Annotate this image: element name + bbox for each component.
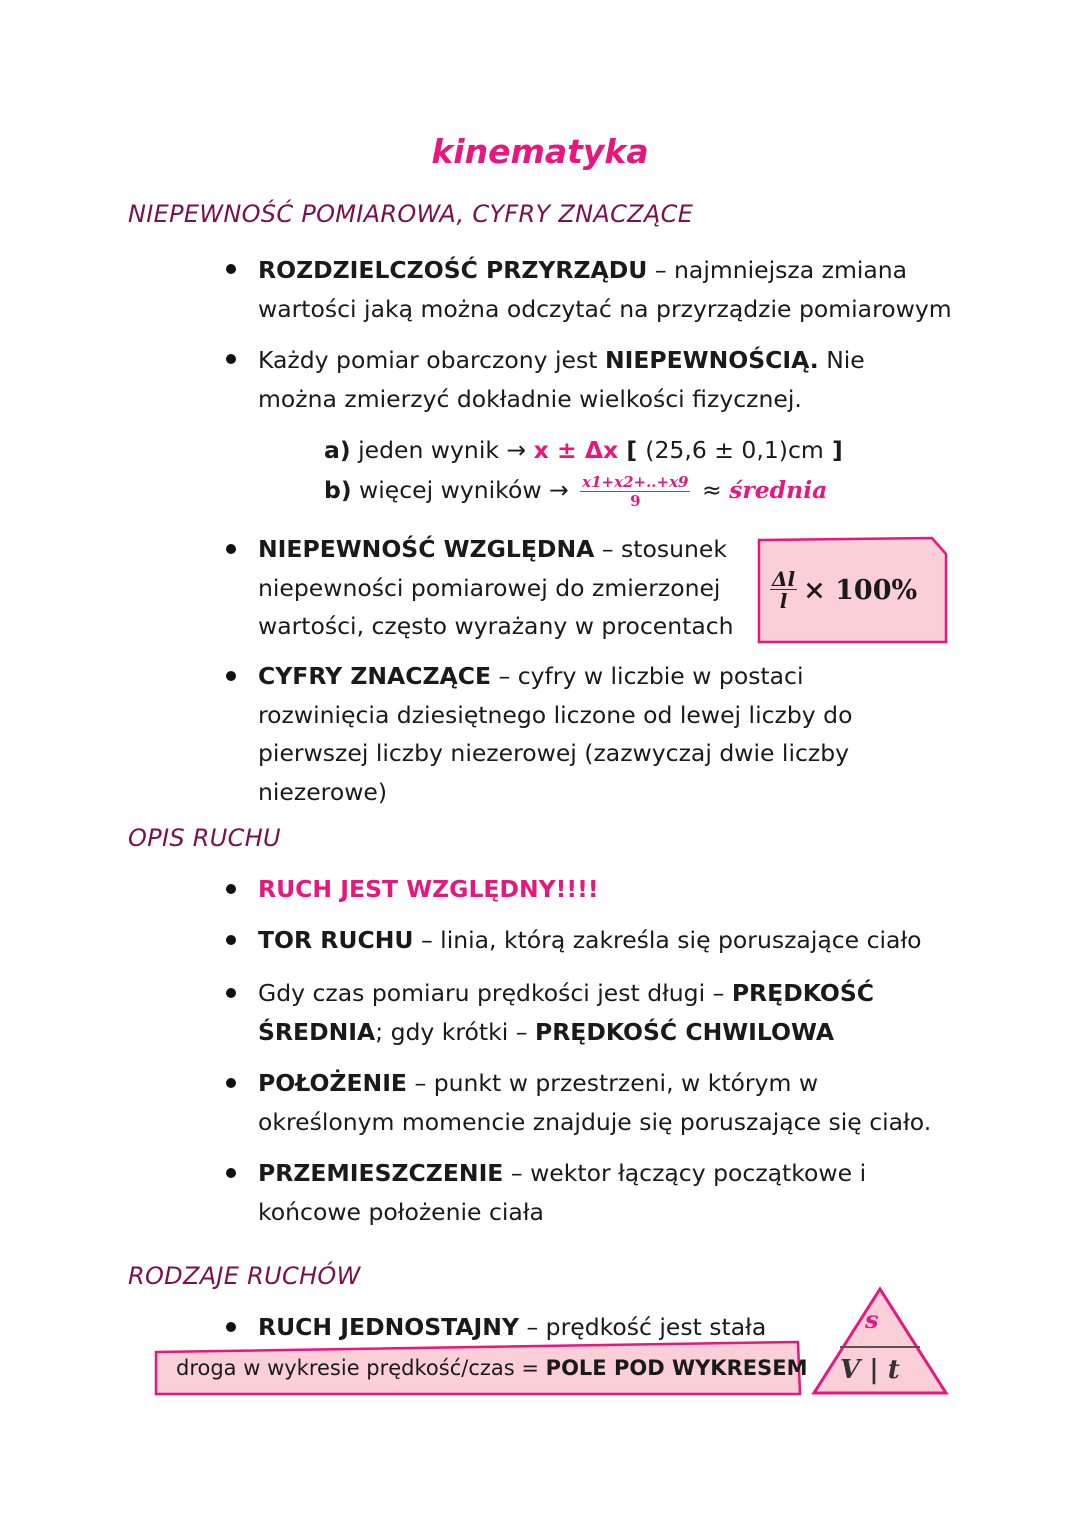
term: ROZDZIELCZOŚĆ PRZYRZĄDU bbox=[258, 256, 648, 284]
text: Każdy pomiar obarczony jest bbox=[258, 346, 605, 374]
denominator: 9 bbox=[630, 492, 641, 510]
triangle-velocity-time: V | t bbox=[840, 1355, 900, 1385]
text: więcej wyników → bbox=[351, 476, 577, 504]
list-item-significant-figures bbox=[258, 657, 852, 811]
bullet bbox=[226, 671, 236, 681]
bullet bbox=[226, 1322, 236, 1332]
text: – prędkość jest stała bbox=[518, 1313, 767, 1341]
text: Nie bbox=[818, 346, 865, 374]
text: – wektor łączący początkowe i bbox=[503, 1159, 867, 1187]
text: wartości jaką można odczytać na przyrządzie pomiarowym bbox=[258, 294, 952, 323]
bullet bbox=[226, 264, 236, 274]
text: określonym momencie znajduje się poruszające się ciało. bbox=[258, 1107, 932, 1136]
highlight-text: RUCH JEST WZGLĘDNY!!!! bbox=[258, 875, 599, 903]
text: – najmniejsza zmiana bbox=[647, 256, 908, 284]
bracket: ] bbox=[823, 436, 843, 464]
term: PRĘDKOŚĆ bbox=[731, 979, 875, 1007]
section-heading-motion: OPIS RUCHU bbox=[128, 824, 281, 852]
term: RUCH JEDNOSTAJNY bbox=[258, 1313, 519, 1341]
numerator: Δl bbox=[772, 566, 796, 591]
text: – punkt w przestrzeni, w którym w bbox=[407, 1069, 819, 1097]
formula-rest: × 100% bbox=[803, 574, 918, 606]
term: PRĘDKOŚĆ CHWILOWA bbox=[534, 1017, 835, 1046]
denominator: l bbox=[779, 588, 788, 613]
bullet bbox=[226, 1168, 236, 1178]
mean-fraction bbox=[580, 473, 690, 510]
list-item-trajectory bbox=[258, 921, 922, 960]
list-item-resolution bbox=[258, 251, 952, 328]
text: ; gdy krótki – bbox=[375, 1017, 535, 1046]
approx: ≈ bbox=[694, 476, 730, 504]
section-heading-motion-types: RODZAJE RUCHÓW bbox=[128, 1262, 361, 1290]
list-item-position bbox=[258, 1064, 931, 1141]
text: pierwszej liczby niezerowej (zazwyczaj dwie liczby bbox=[258, 739, 850, 767]
list-item-velocity bbox=[258, 974, 874, 1051]
label: b) bbox=[324, 476, 352, 504]
term: NIEPEWNOŚĆ WZGLĘDNA bbox=[258, 535, 595, 563]
text: niezerowe) bbox=[258, 777, 388, 806]
bullet bbox=[226, 988, 236, 998]
bullet bbox=[226, 1078, 236, 1088]
bracket: [ bbox=[618, 436, 646, 464]
list-item-displacement bbox=[258, 1154, 866, 1231]
text: wartości, często wyrażany w procentach bbox=[258, 612, 734, 640]
banner-text bbox=[176, 1356, 807, 1380]
relative-uncertainty-formula bbox=[770, 560, 940, 620]
sub-item-a bbox=[324, 430, 843, 470]
bullet bbox=[226, 935, 236, 945]
term: POLE POD WYKRESEM bbox=[545, 1356, 808, 1380]
list-item-relative-motion bbox=[258, 870, 599, 909]
formula: x ± Δx bbox=[533, 436, 619, 464]
section-heading-uncertainty: NIEPEWNOŚĆ POMIAROWA, CYFRY ZNACZĄCE bbox=[128, 200, 694, 228]
text: jeden wynik → bbox=[350, 436, 534, 464]
page-title: kinematyka bbox=[431, 132, 649, 171]
numerator: x1+x2+..+x9 bbox=[582, 473, 689, 491]
bullet bbox=[226, 354, 236, 364]
text: rozwinięcia dziesiętnego liczone od lewej liczby do bbox=[258, 700, 853, 729]
label: a) bbox=[324, 436, 351, 464]
list-item-relative-uncertainty bbox=[258, 530, 734, 646]
bullet bbox=[226, 884, 236, 894]
term: NIEPEWNOŚCIĄ. bbox=[604, 346, 819, 374]
term: ŚREDNIA bbox=[258, 1017, 376, 1046]
term: PRZEMIESZCZENIE bbox=[258, 1159, 504, 1187]
bullet bbox=[226, 544, 236, 554]
example: (25,6 ± 0,1)cm bbox=[645, 436, 824, 464]
text: można zmierzyć dokładnie wielkości fizycznej. bbox=[258, 384, 802, 413]
mean-word: średnia bbox=[729, 476, 828, 504]
text: – stosunek bbox=[594, 535, 727, 563]
text: niepewności pomiarowej do zmierzonej bbox=[258, 573, 721, 602]
text: droga w wykresie prędkość/czas = bbox=[176, 1356, 546, 1380]
term: CYFRY ZNACZĄCE bbox=[258, 662, 491, 690]
term: TOR RUCHU bbox=[258, 926, 414, 954]
text: – linia, którą zakreśla się poruszające ciało bbox=[413, 926, 922, 954]
text: końcowe położenie ciała bbox=[258, 1197, 544, 1226]
triangle-distance: s bbox=[865, 1305, 879, 1334]
term: POŁOŻENIE bbox=[258, 1069, 407, 1097]
sub-item-b bbox=[324, 470, 827, 510]
text: – cyfry w liczbie w postaci bbox=[491, 662, 804, 690]
list-item-uncertainty bbox=[258, 341, 865, 418]
text: Gdy czas pomiaru prędkości jest długi – bbox=[258, 979, 732, 1007]
